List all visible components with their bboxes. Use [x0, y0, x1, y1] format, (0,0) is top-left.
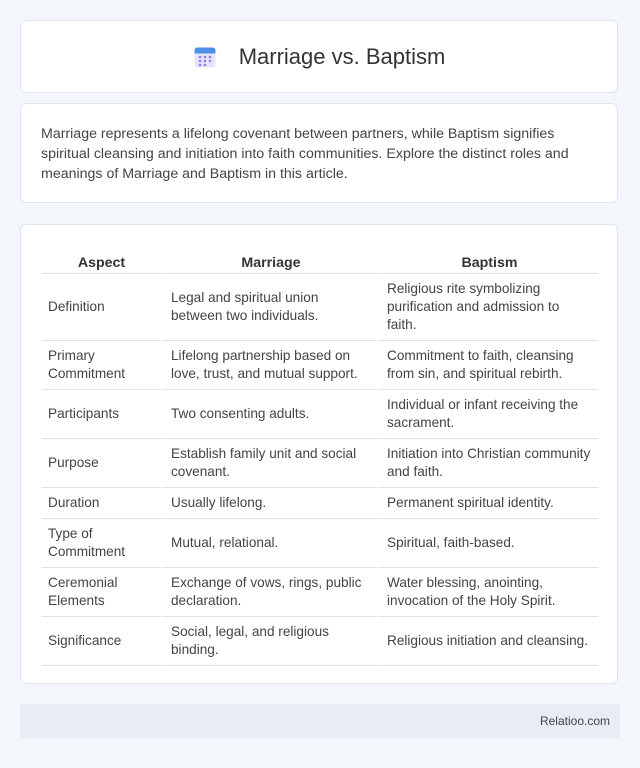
marriage-cell: Legal and spiritual union between two individuals. [161, 274, 377, 341]
title-wrap [193, 44, 446, 70]
column-header: Marriage [161, 245, 377, 274]
marriage-cell: Exchange of vows, rings, public declaration. [161, 568, 377, 617]
intro-card [20, 103, 618, 203]
marriage-cell: Lifelong partnership based on love, trust, and mutual support. [161, 341, 377, 390]
aspect-cell: Duration [42, 488, 161, 519]
aspect-cell: Definition [42, 274, 161, 341]
baptism-cell: Religious initiation and cleansing. [377, 617, 598, 666]
baptism-cell: Commitment to faith, cleansing from sin, and spiritual rebirth. [377, 341, 598, 390]
baptism-cell: Religious rite symbolizing purification and admission to faith. [377, 274, 598, 341]
column-header: Aspect [42, 245, 161, 274]
title-card [20, 20, 618, 93]
aspect-cell: Type of Commitment [42, 519, 161, 568]
comparison-table [42, 245, 598, 666]
table-row [42, 390, 598, 439]
marriage-cell: Mutual, relational. [161, 519, 377, 568]
table-row [42, 274, 598, 341]
table-row [42, 568, 598, 617]
marriage-cell: Social, legal, and religious binding. [161, 617, 377, 666]
table-card [20, 224, 618, 684]
aspect-cell: Primary Commitment [42, 341, 161, 390]
footer-site-name: Relatioo.com [539, 714, 610, 728]
table-row [42, 439, 598, 488]
table-row [42, 341, 598, 390]
column-header: Baptism [377, 245, 598, 274]
marriage-cell: Establish family unit and social covenant. [161, 439, 377, 488]
table-row [42, 617, 598, 666]
baptism-cell: Water blessing, anointing, invocation of the Holy Spirit. [377, 568, 598, 617]
marriage-cell: Two consenting adults. [161, 390, 377, 439]
aspect-cell: Significance [42, 617, 161, 666]
aspect-cell: Ceremonial Elements [42, 568, 161, 617]
baptism-cell: Initiation into Christian community and faith. [377, 439, 598, 488]
baptism-cell: Permanent spiritual identity. [377, 488, 598, 519]
table-row [42, 488, 598, 519]
aspect-cell: Participants [42, 390, 161, 439]
intro-text: Marriage represents a lifelong covenant between partners, while Baptism signifies spiritual cleansing and initiation into faith communities. Explore the distinct roles and meanings of Marriage and Baptism in this article. [41, 126, 569, 182]
baptism-cell: Individual or infant receiving the sacrament. [377, 390, 598, 439]
table-header-row [42, 245, 598, 274]
marriage-cell: Usually lifelong. [161, 488, 377, 519]
footer-bar [20, 704, 620, 738]
aspect-cell: Purpose [42, 439, 161, 488]
baptism-cell: Spiritual, faith-based. [377, 519, 598, 568]
calendar-icon [193, 45, 217, 69]
page-title: Marriage vs. Baptism [238, 43, 446, 69]
table-row [42, 519, 598, 568]
